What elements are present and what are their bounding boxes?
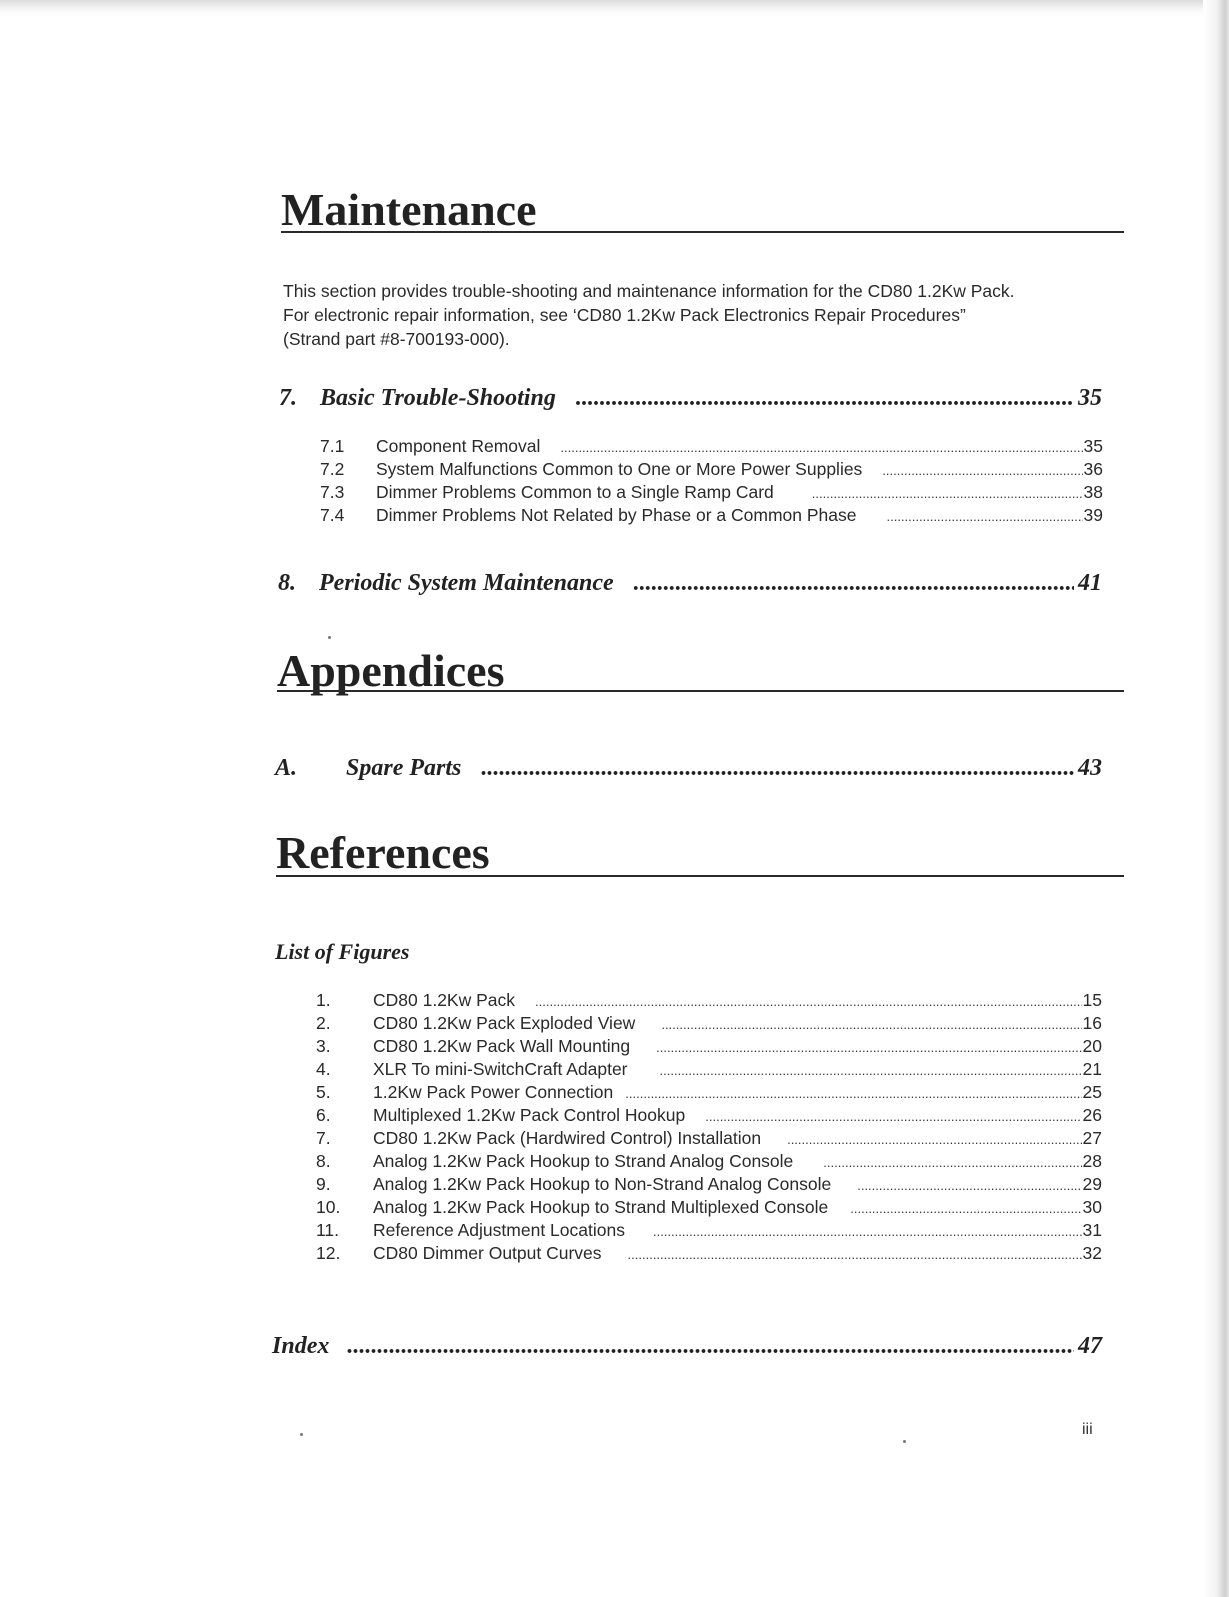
item-title: Dimmer Problems Not Related by Phase or a Common Phase bbox=[376, 505, 857, 525]
figure-page: 30 bbox=[1082, 1197, 1102, 1217]
figure-number: 12. bbox=[316, 1243, 341, 1263]
appendices-rule bbox=[277, 690, 1124, 692]
toc-entry-7-4[interactable] bbox=[320, 505, 1103, 528]
dot-leader bbox=[656, 1040, 1081, 1055]
figure-title: Multiplexed 1.2Kw Pack Control Hookup bbox=[373, 1105, 686, 1125]
scan-top-shadow bbox=[0, 0, 1229, 14]
figure-entry[interactable] bbox=[316, 1105, 1102, 1128]
figure-number: 5. bbox=[316, 1082, 331, 1102]
figure-entry[interactable] bbox=[316, 990, 1102, 1013]
figure-number: 3. bbox=[316, 1036, 331, 1056]
maintenance-intro bbox=[283, 279, 1122, 351]
figure-title: CD80 Dimmer Output Curves bbox=[373, 1243, 602, 1263]
item-number: 7.4 bbox=[320, 505, 345, 525]
figure-entry[interactable] bbox=[316, 1082, 1102, 1105]
maintenance-heading: Maintenance bbox=[281, 184, 537, 235]
figure-page: 15 bbox=[1082, 990, 1102, 1010]
figure-number: 4. bbox=[316, 1059, 331, 1079]
item-title: Dimmer Problems Common to a Single Ramp Card bbox=[376, 482, 774, 502]
figure-title: Analog 1.2Kw Pack Hookup to Strand Multiplexed Console bbox=[373, 1197, 829, 1217]
figure-number: 2. bbox=[316, 1013, 331, 1033]
figure-page: 21 bbox=[1082, 1059, 1102, 1079]
figure-entry[interactable] bbox=[316, 1243, 1102, 1266]
scan-right-edge bbox=[1203, 0, 1229, 1597]
figure-title: Reference Adjustment Locations bbox=[373, 1220, 625, 1240]
dot-leader bbox=[823, 1155, 1081, 1170]
dot-leader bbox=[347, 1333, 1074, 1360]
list-of-figures-title: List of Figures bbox=[275, 939, 410, 964]
dot-leader bbox=[812, 486, 1083, 501]
appendix-letter: A. bbox=[275, 755, 298, 781]
figure-page: 27 bbox=[1082, 1128, 1102, 1148]
figure-title: Analog 1.2Kw Pack Hookup to Strand Analog Console bbox=[373, 1151, 794, 1171]
dot-leader bbox=[628, 1247, 1082, 1262]
dot-leader bbox=[535, 994, 1082, 1009]
figure-page: 31 bbox=[1082, 1220, 1102, 1240]
figure-entry[interactable] bbox=[316, 1036, 1102, 1059]
item-title: System Malfunctions Common to One or More Power Supplies bbox=[376, 459, 863, 479]
figure-entry[interactable] bbox=[316, 1197, 1102, 1220]
figure-entry[interactable] bbox=[316, 1220, 1102, 1243]
chapter-title: Basic Trouble-Shooting bbox=[320, 385, 556, 411]
references-heading: References bbox=[276, 827, 490, 878]
figure-page: 28 bbox=[1082, 1151, 1102, 1171]
dot-leader bbox=[661, 1017, 1081, 1032]
figure-page: 32 bbox=[1082, 1243, 1102, 1263]
toc-entry-7-2[interactable] bbox=[320, 459, 1103, 482]
figure-number: 6. bbox=[316, 1105, 331, 1125]
item-title: Component Removal bbox=[376, 436, 541, 456]
item-page: 38 bbox=[1083, 482, 1103, 502]
figure-page: 16 bbox=[1082, 1013, 1102, 1033]
toc-entry-appendix-a[interactable] bbox=[275, 755, 1102, 782]
item-page: 39 bbox=[1083, 505, 1103, 525]
figure-title: CD80 1.2Kw Pack bbox=[373, 990, 516, 1010]
dot-leader bbox=[705, 1109, 1081, 1124]
chapter-page: 41 bbox=[1078, 570, 1102, 596]
figure-number: 11. bbox=[316, 1220, 340, 1240]
index-page: 47 bbox=[1078, 1333, 1102, 1359]
dot-leader bbox=[850, 1201, 1081, 1216]
chapter-page: 35 bbox=[1078, 385, 1102, 411]
item-number: 7.1 bbox=[320, 436, 345, 456]
figure-entry[interactable] bbox=[316, 1059, 1102, 1082]
dot-leader bbox=[625, 1086, 1081, 1101]
appendix-title: Spare Parts bbox=[346, 755, 462, 781]
dot-leader bbox=[481, 755, 1074, 782]
dot-leader bbox=[576, 385, 1074, 412]
dot-leader bbox=[560, 440, 1082, 455]
references-rule bbox=[276, 875, 1124, 877]
toc-entry-chapter-8[interactable] bbox=[278, 570, 1102, 597]
figure-title: Analog 1.2Kw Pack Hookup to Non-Strand Analog Console bbox=[373, 1174, 832, 1194]
toc-entry-chapter-7[interactable] bbox=[279, 385, 1102, 412]
intro-line-2: For electronic repair information, see ‘CD80 1.2Kw Pack Electronics Repair Procedures” bbox=[283, 305, 966, 325]
chapter-number: 7. bbox=[279, 385, 297, 411]
toc-entry-index[interactable] bbox=[272, 1333, 1102, 1360]
figure-page: 25 bbox=[1082, 1082, 1102, 1102]
item-page: 36 bbox=[1083, 459, 1103, 479]
dot-leader bbox=[882, 463, 1082, 478]
figure-number: 10. bbox=[316, 1197, 341, 1217]
scan-speck bbox=[328, 636, 331, 639]
figure-number: 9. bbox=[316, 1174, 331, 1194]
item-page: 35 bbox=[1083, 436, 1103, 456]
page-number: iii bbox=[1082, 1421, 1093, 1438]
intro-line-3: (Strand part #8-700193-000). bbox=[283, 329, 510, 349]
dot-leader bbox=[886, 509, 1082, 524]
figure-title: CD80 1.2Kw Pack (Hardwired Control) Installation bbox=[373, 1128, 762, 1148]
scan-speck bbox=[903, 1440, 906, 1443]
dot-leader bbox=[653, 1224, 1082, 1239]
maintenance-rule bbox=[281, 231, 1124, 233]
figure-title: CD80 1.2Kw Pack Exploded View bbox=[373, 1013, 636, 1033]
item-number: 7.3 bbox=[320, 482, 345, 502]
figure-number: 1. bbox=[316, 990, 331, 1010]
item-number: 7.2 bbox=[320, 459, 345, 479]
figure-title: XLR To mini-SwitchCraft Adapter bbox=[373, 1059, 628, 1079]
figure-number: 7. bbox=[316, 1128, 331, 1148]
dot-leader bbox=[660, 1063, 1082, 1078]
figure-entry[interactable] bbox=[316, 1174, 1102, 1197]
figure-entry[interactable] bbox=[316, 1151, 1102, 1174]
figure-number: 8. bbox=[316, 1151, 331, 1171]
figure-title: 1.2Kw Pack Power Connection bbox=[373, 1082, 614, 1102]
toc-entry-7-3[interactable] bbox=[320, 482, 1103, 505]
figure-entry[interactable] bbox=[316, 1128, 1102, 1151]
dot-leader bbox=[857, 1178, 1081, 1193]
figure-page: 26 bbox=[1082, 1105, 1102, 1125]
figure-entry[interactable] bbox=[316, 1013, 1102, 1036]
dot-leader bbox=[787, 1132, 1081, 1147]
appendix-page: 43 bbox=[1078, 755, 1102, 781]
scan-speck bbox=[300, 1433, 303, 1436]
toc-entry-7-1[interactable] bbox=[320, 436, 1103, 459]
intro-line-1: This section provides trouble-shooting and maintenance information for the CD80 1.2Kw Pack. bbox=[283, 281, 1015, 301]
chapter-number: 8. bbox=[278, 570, 296, 596]
figure-title: CD80 1.2Kw Pack Wall Mounting bbox=[373, 1036, 631, 1056]
figure-page: 20 bbox=[1082, 1036, 1102, 1056]
appendices-heading: Appendices bbox=[277, 645, 505, 696]
chapter-title: Periodic System Maintenance bbox=[319, 570, 614, 596]
index-title: Index bbox=[272, 1333, 330, 1359]
figure-page: 29 bbox=[1082, 1174, 1102, 1194]
dot-leader bbox=[634, 570, 1074, 597]
